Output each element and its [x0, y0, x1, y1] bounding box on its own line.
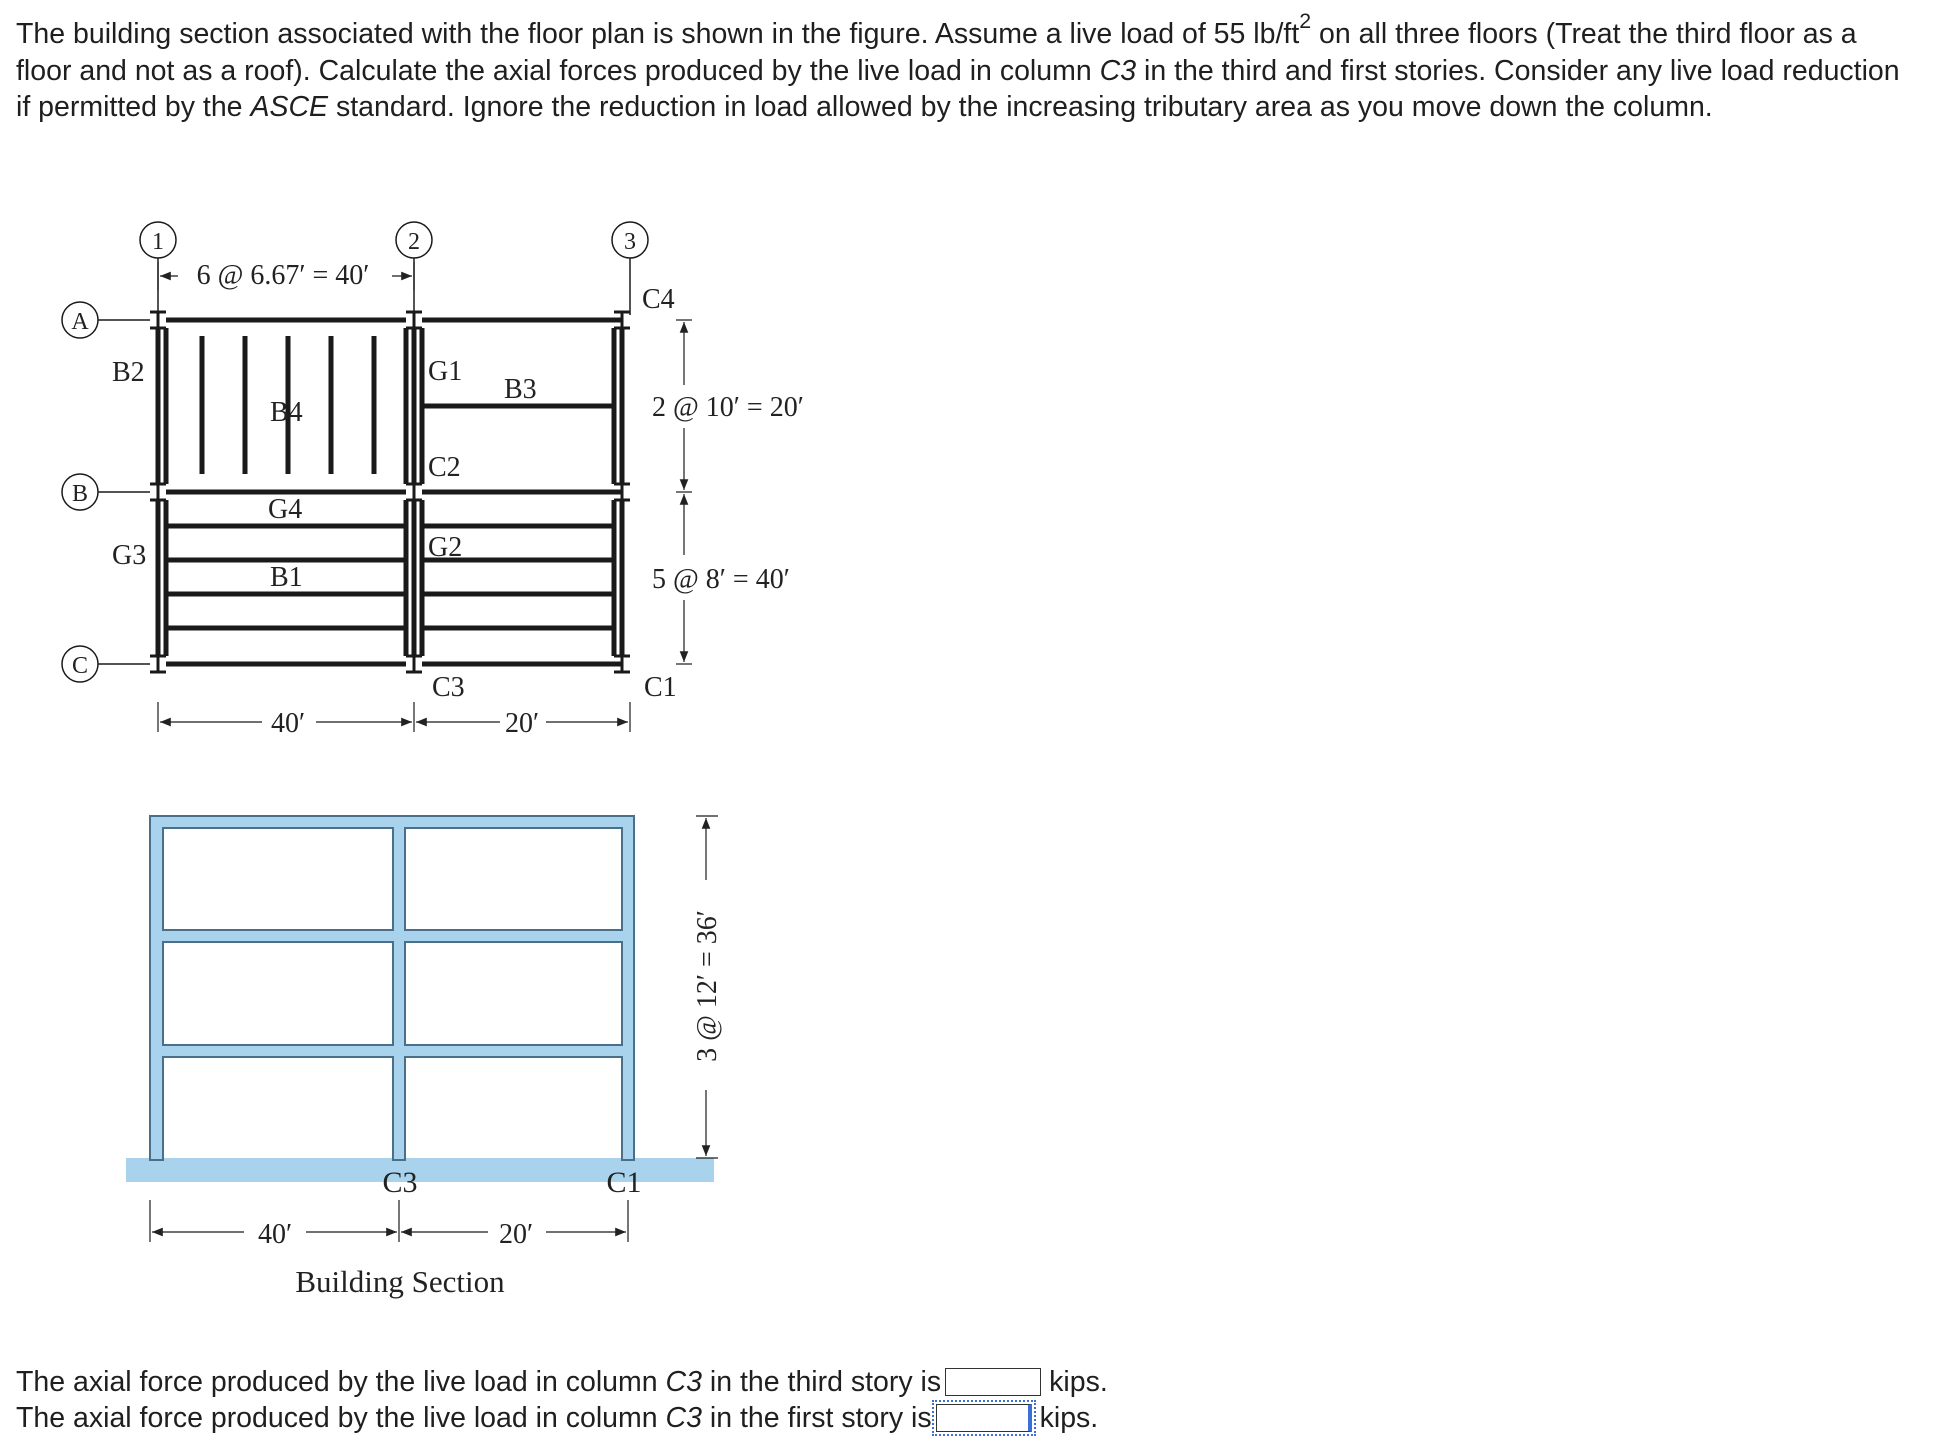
frame — [150, 816, 634, 1160]
answer-line-first-story — [16, 1400, 1098, 1436]
section-col-c1: C1 — [606, 1166, 642, 1199]
label-c4: C4 — [642, 284, 675, 315]
section-dim-left: 40′ — [257, 1219, 293, 1250]
grid-label-c: C — [71, 653, 89, 679]
label-b1: B1 — [270, 562, 303, 593]
label-b3: B3 — [504, 374, 537, 405]
problem-text-part: The building section associated with the floor plan is shown in the figure. Assume a live load of 55 lb/ft — [16, 18, 1300, 50]
standard-ref: ASCE — [250, 91, 329, 123]
dim-right-upper-label: 2 @ 10′ = 20′ — [652, 392, 804, 423]
column-ref: C3 — [665, 1402, 702, 1434]
label-g4: G4 — [268, 494, 303, 525]
dim-top-label: 6 @ 6.67′ = 40′ — [196, 260, 370, 291]
unit-label: kips. — [1039, 1402, 1099, 1434]
answer-line-third-story — [16, 1364, 1108, 1400]
label-c3: C3 — [432, 672, 465, 703]
answer-prompt: in the third story is — [701, 1366, 942, 1398]
grid-label-a: A — [71, 309, 89, 335]
first-story-answer-input[interactable] — [936, 1404, 1032, 1432]
grid-label-2: 2 — [408, 229, 420, 255]
label-c2: C2 — [428, 452, 461, 483]
answer-prompt: The axial force produced by the live load in column — [16, 1402, 666, 1434]
problem-text-part: standard. Ignore the reduction in load allowed by the increasing tributary area as you move down the column. — [328, 91, 1713, 123]
problem-text-part: on all three floors (Treat the third floor as a floor and not as a roof). Calculate the axial forces produced by the live load in column — [16, 18, 1857, 87]
label-b2: B2 — [112, 357, 145, 388]
answer-prompt: in the first story is — [701, 1402, 932, 1434]
dim-right-lower-label: 5 @ 8′ = 40′ — [652, 564, 790, 595]
building-section — [126, 816, 723, 1299]
section-dim-right: 20′ — [498, 1219, 534, 1250]
label-g1: G1 — [428, 356, 463, 387]
third-story-answer-input[interactable] — [945, 1368, 1041, 1396]
unit-label: kips. — [1049, 1366, 1108, 1398]
label-b4: B4 — [270, 397, 303, 428]
column-ref: C3 — [665, 1366, 702, 1398]
section-col-c3: C3 — [382, 1166, 418, 1199]
dim-bottom-right-label: 20′ — [504, 708, 540, 739]
section-title: Building Section — [295, 1264, 505, 1299]
label-g2: G2 — [428, 532, 463, 563]
problem-text-part: in the third and first stories. Consider any live load reduction if permitted by the — [16, 54, 1900, 123]
label-g3: G3 — [112, 540, 147, 571]
column-symbol — [406, 484, 422, 500]
column-symbol — [406, 312, 422, 328]
column-ref: C3 — [1099, 54, 1137, 87]
answer-prompt: The axial force produced by the live load in column — [16, 1366, 666, 1398]
floor-plan — [62, 222, 692, 732]
column-symbol — [150, 656, 166, 672]
column-symbol — [406, 656, 422, 672]
exponent: 2 — [1299, 9, 1312, 34]
column-symbol — [150, 484, 166, 500]
label-c1: C1 — [644, 672, 677, 703]
grid-label-b: B — [71, 481, 89, 507]
dim-bottom-left-label: 40′ — [270, 708, 306, 739]
grid-label-3: 3 — [624, 229, 636, 255]
section-height-label: 3 @ 12′ = 36′ — [692, 910, 723, 1062]
column-symbol — [150, 312, 166, 328]
grid-label-1: 1 — [152, 229, 164, 255]
